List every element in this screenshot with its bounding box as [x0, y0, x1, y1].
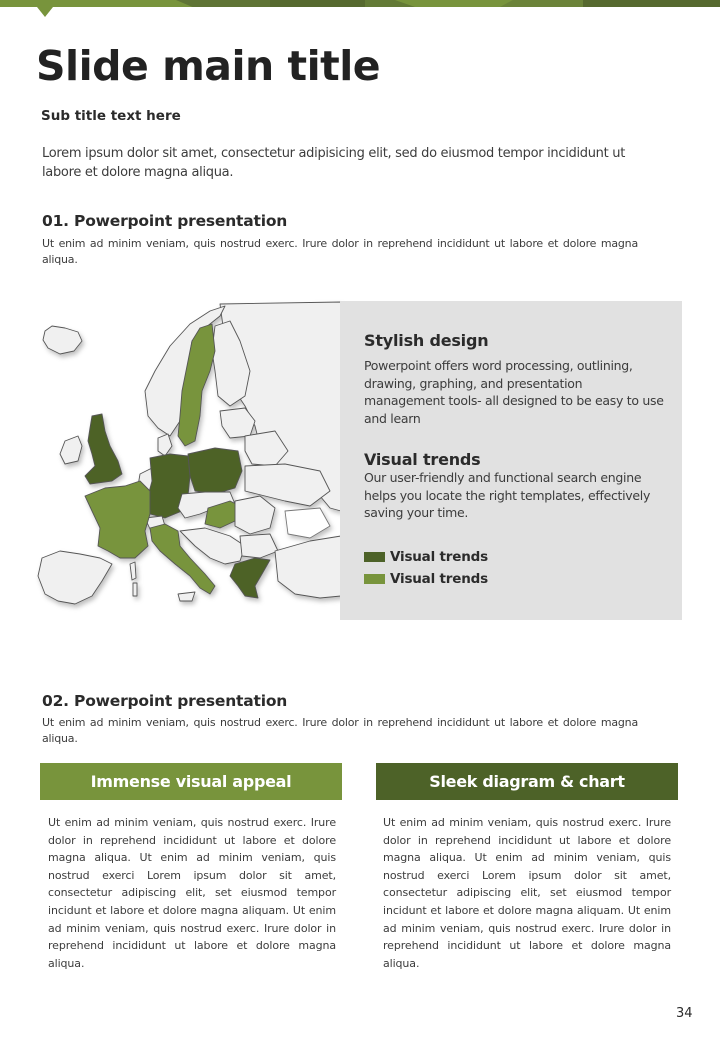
iberia	[38, 551, 112, 604]
united-kingdom	[85, 414, 122, 484]
legend-label: Visual trends	[390, 549, 488, 565]
ireland	[60, 436, 82, 464]
top-arrow-marker	[37, 7, 53, 17]
column1-text: Ut enim ad minim veniam, quis nostrud exerc. Irure dolor in reprehend incididunt ut labore et dolore magna aliqua. Ut enim ad minim veniam, quis nostrud exerci Lorem ipsum dolor sit amet, consectetur adipiscing elit, set eiusmod tempor incidunt et labore et dolore magna aliquam. Ut enim ad minim veniam, quis nostrud exerc. Irure dolor in reprehend incididunt ut labore et dolore magna aliqua.	[48, 816, 336, 970]
iceland	[43, 326, 82, 354]
intro-paragraph: Lorem ipsum dolor sit amet, consectetur adipisicing elit, sed do eiusmod tempor incididunt ut labore et dolore magna aliqua.	[42, 146, 625, 180]
panel-block2-title: Visual trends	[364, 450, 481, 469]
france	[85, 481, 150, 558]
legend-item-light	[364, 571, 488, 587]
panel-block1-text: Powerpoint offers word processing, outlining, drawing, graphing, and presentation management tools- all designed to be easy to use and learn	[364, 358, 664, 426]
page-title: Slide main title	[36, 42, 381, 90]
section2-description: Ut enim ad minim veniam, quis nostrud exerc. Irure dolor in reprehend incididunt ut labore et dolore magna aliqua.	[42, 716, 638, 745]
section1-title: 01. Powerpoint presentation	[42, 212, 288, 230]
page-subtitle: Sub title text here	[41, 108, 181, 124]
page-number: 34	[676, 1006, 693, 1021]
column1-header: Immense visual appeal	[40, 763, 342, 800]
section2-title: 02. Powerpoint presentation	[42, 692, 288, 710]
legend-label: Visual trends	[390, 571, 488, 587]
section1-description: Ut enim ad minim veniam, quis nostrud exerc. Irure dolor in reprehend incididunt ut labore et dolore magna aliqua.	[42, 237, 638, 266]
legend-item-dark	[364, 549, 488, 565]
info-panel	[340, 301, 682, 620]
column2-text: Ut enim ad minim veniam, quis nostrud exerc. Irure dolor in reprehend incididunt ut labore et dolore magna aliqua. Ut enim ad minim veniam, quis nostrud exerci Lorem ipsum dolor sit amet, consectetur adipiscing elit, set eiusmod tempor incidunt et labore et dolore magna aliquam. Ut enim ad minim veniam, quis nostrud exerc. Irure dolor in reprehend incididunt ut labore et dolore magna aliqua.	[383, 816, 671, 970]
europe-map	[30, 296, 345, 618]
column2-header: Sleek diagram & chart	[376, 763, 678, 800]
legend-swatch-dark	[364, 552, 385, 562]
panel-block2-text: Our user-friendly and functional search engine helps you locate the right templates, effectively saving your time.	[364, 470, 651, 520]
legend-swatch-light	[364, 574, 385, 584]
poland	[188, 448, 242, 494]
greece	[230, 558, 270, 598]
panel-block1-title: Stylish design	[364, 331, 489, 350]
top-accent-bar	[0, 0, 720, 7]
europe-map-graphic	[30, 296, 345, 618]
